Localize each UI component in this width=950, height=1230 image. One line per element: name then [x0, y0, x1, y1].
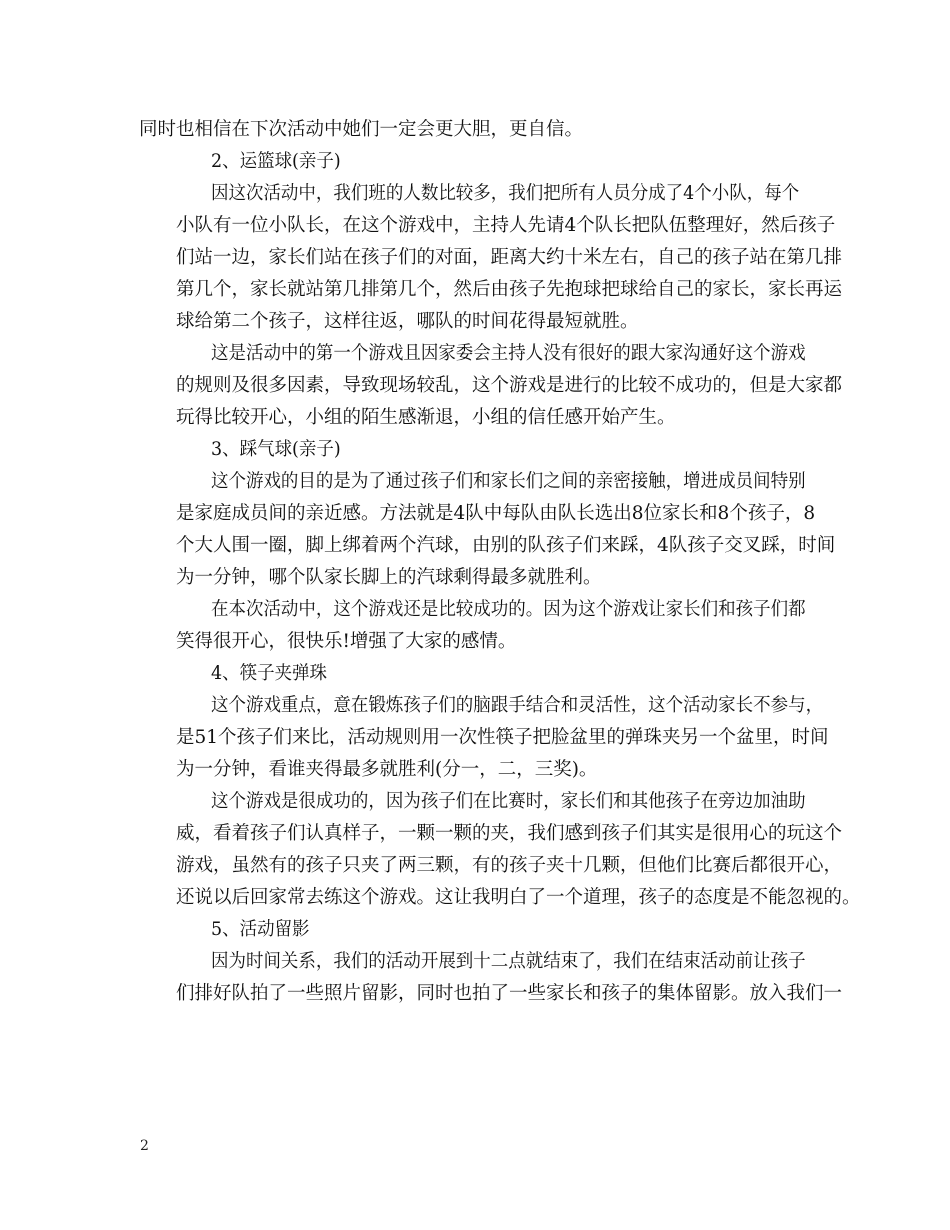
document-body — [139, 114, 861, 1010]
text-line: 4、筷子夹弹珠 — [210, 663, 328, 684]
text-line: 这个游戏的目的是为了通过孩子们和家长们之间的亲密接触，增进成员间特别 — [210, 471, 806, 492]
text-line: 们排好队拍了一些照片留影，同时也拍了一些家长和孩子的集体留影。放入我们一 — [176, 983, 843, 1004]
text-line: 这是活动中的第一个游戏且因家委会主持人没有很好的跟大家沟通好这个游戏 — [210, 343, 806, 364]
text-line: 球给第二个孩子，这样往返，哪队的时间花得最短就胜。 — [176, 311, 639, 332]
text-line: 个大人围一圈，脚上绑着两个汽球，由别的队孩子们来踩，4队孩子交叉踩，时间 — [176, 535, 836, 556]
text-line: 第几个，家长就站第几排第几个，然后由孩子先抱球把球给自己的家长，家长再运 — [176, 279, 843, 300]
text-line: 们站一边，家长们站在孩子们的对面，距离大约十米左右，自己的孩子站在第几排 — [176, 247, 843, 268]
text-line: 的规则及很多因素，导致现场较乱，这个游戏是进行的比较不成功的，但是大家都 — [176, 375, 843, 396]
text-line: 在本次活动中，这个游戏还是比较成功的。因为这个游戏让家长们和孩子们都 — [210, 599, 806, 620]
text-line: 这个游戏是很成功的，因为孩子们在比赛时，家长们和其他孩子在旁边加油助 — [210, 791, 806, 812]
text-line: 因为时间关系，我们的活动开展到十二点就结束了，我们在结束活动前让孩子 — [210, 951, 806, 972]
section-heading — [139, 434, 815, 466]
paragraph — [139, 466, 836, 594]
text-line: 是51个孩子们来比，活动规则用一次性筷子把脸盆里的弹珠夹另一个盆里，时间 — [176, 727, 829, 748]
paragraph — [139, 178, 843, 338]
section-heading — [139, 658, 815, 690]
text-line: 玩得比较开心，小组的陌生感渐退，小组的信任感开始产生。 — [176, 407, 676, 428]
text-line: 威，看着孩子们认真样子，一颗一颗的夹，我们感到孩子们其实是很用心的玩这个 — [176, 823, 843, 844]
text-line: 笑得很开心，很快乐!增强了大家的感情。 — [176, 631, 517, 652]
section-heading — [139, 914, 815, 946]
text-line: 游戏，虽然有的孩子只夹了两三颗，有的孩子夹十几颗，但他们比赛后都很开心， — [176, 855, 843, 876]
text-line: 3、踩气球(亲子) — [210, 439, 341, 460]
text-line: 为一分钟，看谁夹得最多就胜利(分一，二，三奖)。 — [176, 759, 598, 780]
text-line: 同时也相信在下次活动中她们一定会更大胆，更自信。 — [139, 119, 584, 140]
text-line: 这个游戏重点，意在锻炼孩子们的脑跟手结合和灵活性，这个活动家长不参与， — [210, 695, 824, 716]
paragraph — [139, 114, 815, 146]
paragraph — [139, 338, 843, 434]
text-line: 还说以后回家常去练这个游戏。这让我明白了一个道理，孩子的态度是不能忽视的。 — [176, 887, 861, 908]
text-line: 因这次活动中，我们班的人数比较多，我们把所有人员分成了4个小队，每个 — [210, 183, 800, 204]
text-line: 2、运篮球(亲子) — [210, 151, 341, 172]
paragraph — [139, 594, 815, 658]
text-line: 小队有一位小队长，在这个游戏中，主持人先请4个队长把队伍整理好，然后孩子 — [176, 215, 836, 236]
section-heading — [139, 146, 815, 178]
paragraph — [139, 786, 861, 914]
paragraph — [139, 690, 829, 786]
page-number: 2 — [140, 1138, 149, 1154]
text-line: 为一分钟，哪个队家长脚上的汽球剩得最多就胜利。 — [176, 567, 602, 588]
text-line: 是家庭成员间的亲近感。方法就是4队中每队由队长选出8位家长和8个孩子，8 — [176, 503, 816, 524]
paragraph — [139, 946, 843, 1010]
text-line: 5、活动留影 — [210, 919, 310, 940]
